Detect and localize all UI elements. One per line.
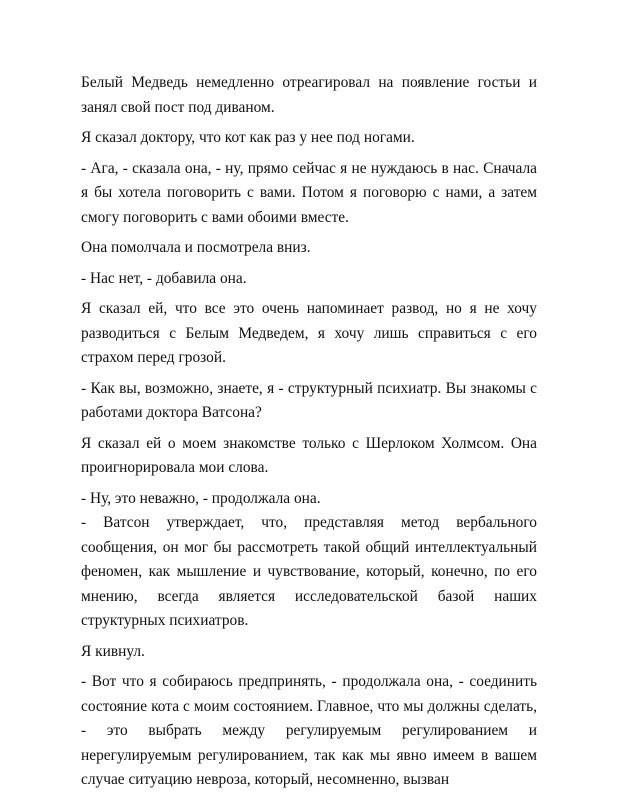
- paragraph: - Вот что я собираюсь предпринять, - продолжала она, - соединить состояние кота с моим состоянием. Главное, что мы должны сделать, - это выбрать между регулируемым регулированием и нерегулируемым регулированием, так как мы явно имеем в вашем случае ситуацию невроза, который, несомненно, вызван: [81, 673, 537, 788]
- document-body: [81, 71, 537, 799]
- paragraph: Я сказал ей, что все это очень напоминает развод, но я не хочу разводиться с Белым Медведем, я хочу лишь справиться с его страхом перед грозой.: [81, 300, 537, 366]
- paragraph: - Ватсон утверждает, что, представляя метод вербального сообщения, он мог бы рассмотреть такой общий интеллектуальный феномен, как мышление и чувствование, который, конечно, по его мнению, всегда является исследовательской базой наших структурных психиатров.: [81, 514, 537, 629]
- paragraph: Она помолчала и посмотрела вниз.: [81, 239, 311, 256]
- paragraph: - Нас нет, - добавила она.: [81, 269, 247, 287]
- paragraph: - Ну, это неважно, - продолжала она.: [81, 489, 321, 507]
- paragraph: Я сказал ей о моем знакомстве только с Шерлоком Холмсом. Она проигнорировала мои слова.: [81, 434, 537, 476]
- paragraph: - Как вы, возможно, знаете, я - структурный психиатр. Вы знакомы с работами доктора Ватсона?: [81, 379, 537, 421]
- paragraph: Белый Медведь немедленно отреагировал на появление гостьи и занял свой пост под диваном.: [81, 74, 537, 116]
- paragraph: - Ага, - сказала она, - ну, прямо сейчас я не нуждаюсь в нас. Сначала я бы хотела поговорить с вами. Потом я поговорю с нами, а затем смогу поговорить с вами обоими вместе.: [81, 159, 537, 226]
- paragraph: Я сказал доктору, что кот как раз у нее под ногами.: [81, 129, 415, 146]
- paragraph: Я кивнул.: [81, 642, 145, 660]
